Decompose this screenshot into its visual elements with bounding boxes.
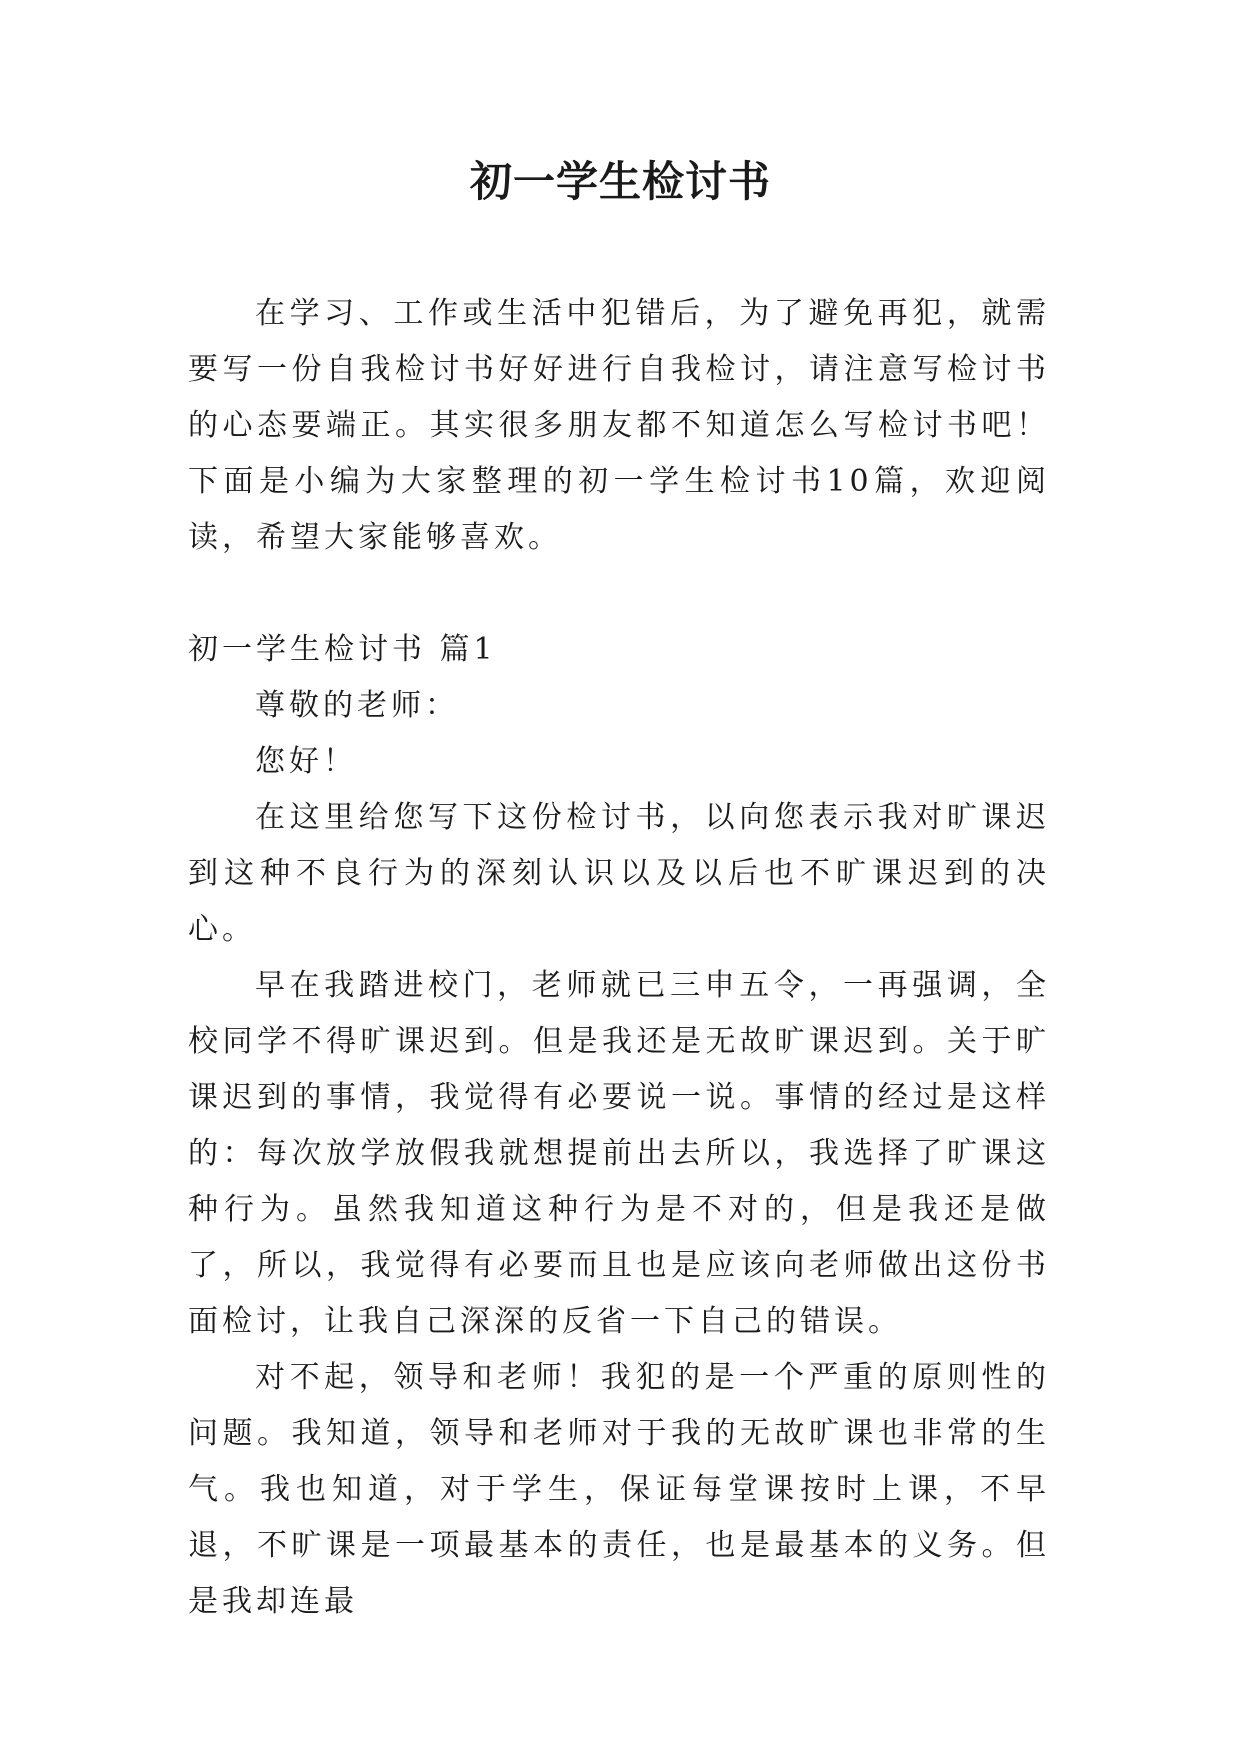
body-paragraph-1: 在这里给您写下这份检讨书，以向您表示我对旷课迟到这种不良行为的深刻认识以及以后也不旷课迟到的决心。 <box>188 800 1050 947</box>
body-paragraph-3: 对不起，领导和老师！我犯的是一个严重的原则性的问题。我知道，领导和老师对于我的无故旷课也非常的生气。我也知道，对于学生，保证每堂课按时上课，不早退，不旷课是一项最基本的责任，也是最基本的义务。但是我却连最 <box>188 1360 1050 1619</box>
greeting: 您好！ <box>255 744 357 779</box>
document-title: 初一学生检讨书 <box>469 157 771 206</box>
section-heading: 初一学生检讨书 篇1 <box>188 632 497 667</box>
intro-paragraph: 在学习、工作或生活中犯错后，为了避免再犯，就需要写一份自我检讨书好好进行自我检讨，请注意写检讨书的心态要端正。其实很多朋友都不知道怎么写检讨书吧！下面是小编为大家整理的初一学生检讨书10篇，欢迎阅读，希望大家能够喜欢。 <box>188 296 1050 555</box>
document-body <box>188 286 1050 1630</box>
body-paragraph-2: 早在我踏进校门，老师就已三申五令，一再强调，全校同学不得旷课迟到。但是我还是无故旷课迟到。关于旷课迟到的事情，我觉得有必要说一说。事情的经过是这样的：每次放学放假我就想提前出去所以，我选择了旷课这种行为。虽然我知道这种行为是不对的，但是我还是做了，所以，我觉得有必要而且也是应该向老师做出这份书面检讨，让我自己深深的反省一下自己的错误。 <box>188 968 1050 1339</box>
paragraph-spacer <box>188 566 1050 622</box>
salutation: 尊敬的老师： <box>255 688 459 723</box>
